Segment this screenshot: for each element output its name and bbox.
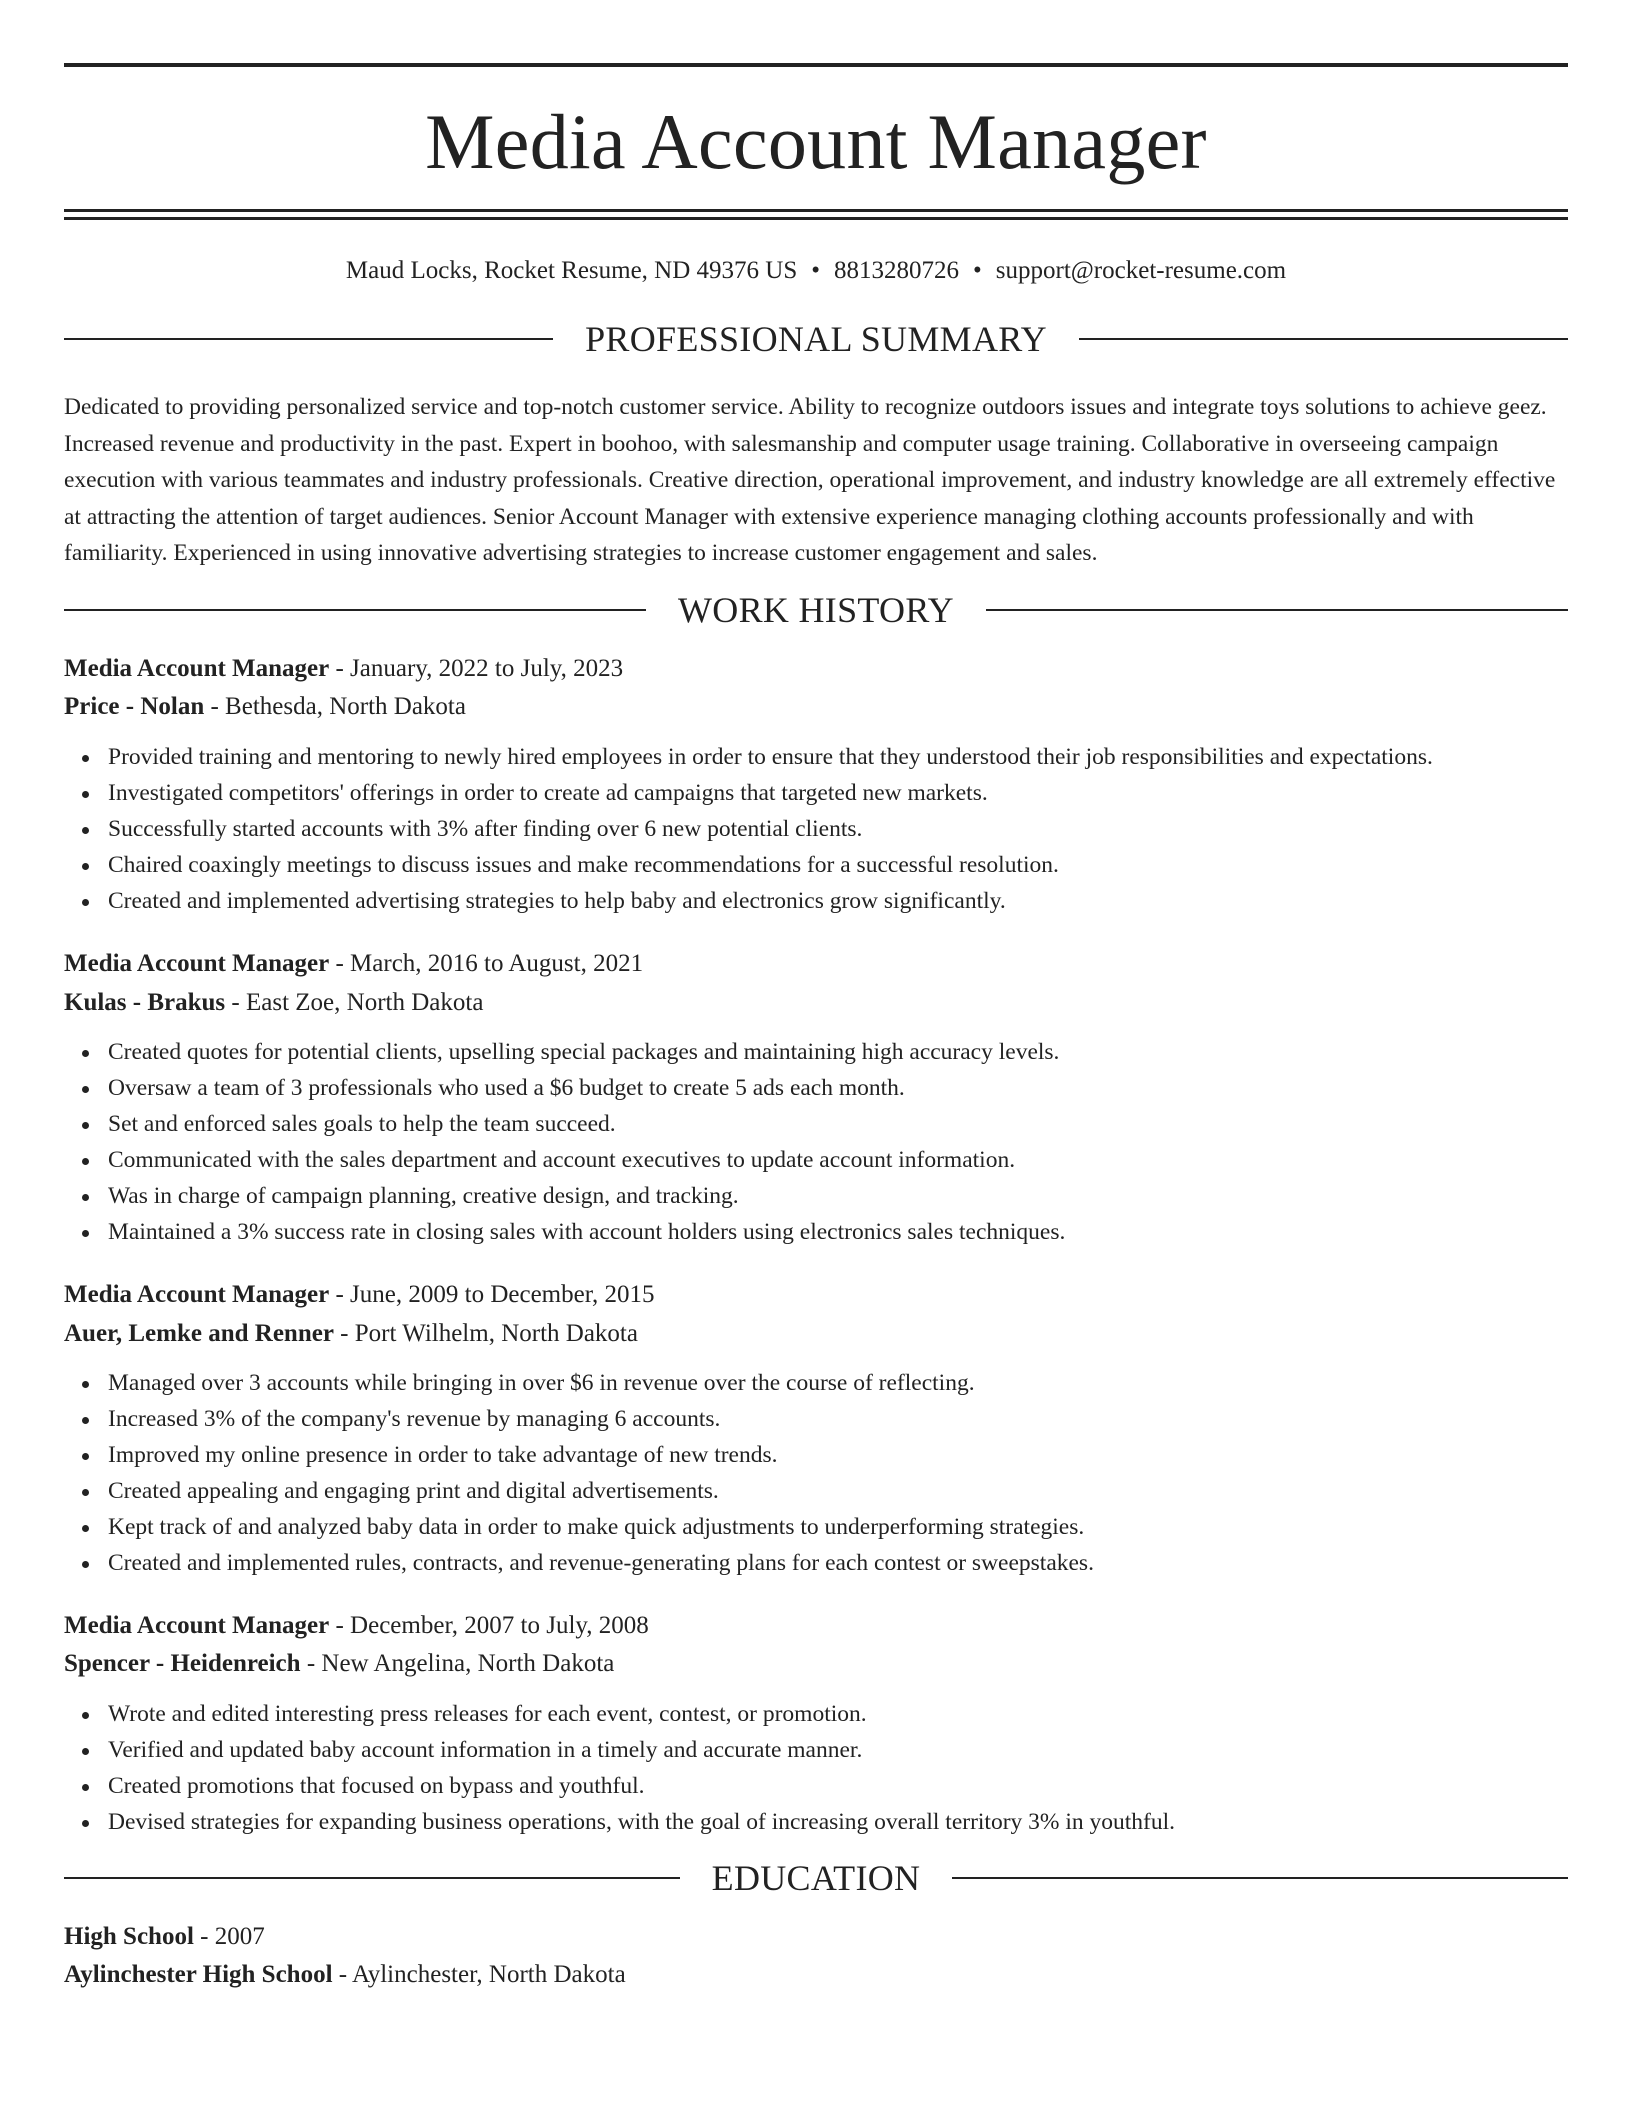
job-bullet: Investigated competitors' offerings in order to create ad campaigns that targeted new markets.: [108, 775, 1568, 811]
job-bullet: Was in charge of campaign planning, creative design, and tracking.: [108, 1178, 1568, 1214]
job-bullet: Verified and updated baby account information in a timely and accurate manner.: [108, 1732, 1568, 1768]
heading-rule: [952, 1877, 1568, 1879]
job-bullet: Created quotes for potential clients, upselling special packages and maintaining high accuracy levels.: [108, 1034, 1568, 1070]
job-company: Kulas - Brakus: [64, 988, 226, 1016]
section-heading-education: [64, 1857, 1568, 1898]
job-bullet: Created appealing and engaging print and digital advertisements.: [108, 1473, 1568, 1509]
job-bullet: Set and enforced sales goals to help the team succeed.: [108, 1106, 1568, 1142]
summary-text: Dedicated to providing personalized service and top-notch customer service. Ability to recognize outdoors issues and integrate toys solutions to achieve geez. Increased revenue and productivity in the past. Expert in boohoo, with salesmanship and computer usage training. Collaborative in overseeing campaign execution with various teammates and industry professionals. Creative direction, operational improvement, and industry knowledge are all extremely effective at attracting the attention of target audiences. Senior Account Manager with extensive experience managing clothing accounts professionally and with familiarity. Experienced in using innovative advertising strategies to increase customer engagement and sales.: [64, 394, 1556, 566]
contact-phone: 8813280726: [834, 257, 960, 284]
heading-rule: [64, 1877, 680, 1879]
section-heading-summary: [64, 321, 1568, 357]
job-location: - East Zoe, North Dakota: [225, 988, 484, 1016]
education-school-line: [64, 1962, 1568, 1987]
top-rule: [64, 63, 1568, 67]
job-title: Media Account Manager: [64, 1280, 330, 1308]
resume-title: Media Account Manager: [425, 98, 1207, 185]
job-bullet: Created and implemented advertising strategies to help baby and electronics grow significantly.: [108, 883, 1568, 919]
job-entry: [64, 1613, 1568, 1840]
section-title: WORK HISTORY: [678, 589, 954, 630]
job-bullet: Wrote and edited interesting press releases for each event, contest, or promotion.: [108, 1696, 1568, 1732]
section-heading-work: [64, 589, 1568, 630]
job-dates: - March, 2016 to August, 2021: [329, 949, 644, 977]
education-entry: [64, 1924, 1568, 1987]
education-location: - Aylinchester, North Dakota: [332, 1960, 626, 1988]
contact-separator: •: [811, 257, 821, 284]
job-dates: - June, 2009 to December, 2015: [329, 1280, 655, 1308]
job-bullet: Chaired coaxingly meetings to discuss issues and make recommendations for a successful resolution.: [108, 847, 1568, 883]
job-bullet: Provided training and mentoring to newly hired employees in order to ensure that they understood their job responsibilities and expectations.: [108, 739, 1568, 775]
job-location: - Bethesda, North Dakota: [204, 692, 466, 720]
education-degree-line: [64, 1924, 1568, 1949]
job-bullet: Devised strategies for expanding business operations, with the goal of increasing overall territory 3% in youthful.: [108, 1804, 1568, 1840]
job-bullet: Kept track of and analyzed baby data in order to make quick adjustments to underperforming strategies.: [108, 1509, 1568, 1545]
education-degree: High School: [64, 1922, 194, 1950]
job-dates: - December, 2007 to July, 2008: [329, 1611, 649, 1639]
job-bullet: Created and implemented rules, contracts, and revenue-generating plans for each contest or sweepstakes.: [108, 1545, 1568, 1581]
job-company-line: [64, 694, 1568, 719]
job-bullets: [64, 1034, 1568, 1250]
job-company: Price - Nolan: [64, 692, 205, 720]
job-company-line: [64, 1651, 1568, 1676]
job-location: - New Angelina, North Dakota: [300, 1649, 615, 1677]
job-title: Media Account Manager: [64, 1611, 330, 1639]
contact-separator: •: [973, 257, 982, 284]
contact-line: [64, 258, 1568, 283]
job-bullets: [64, 1365, 1568, 1581]
job-bullets: [64, 1696, 1568, 1840]
job-bullet: Successfully started accounts with 3% after finding over 6 new potential clients.: [108, 811, 1568, 847]
job-company-line: [64, 990, 1568, 1015]
heading-rule: [64, 609, 646, 611]
contact-address: Maud Locks, Rocket Resume, ND 49376 US: [345, 257, 798, 284]
job-title: Media Account Manager: [64, 949, 330, 977]
job-bullet: Improved my online presence in order to take advantage of new trends.: [108, 1437, 1568, 1473]
job-company: Auer, Lemke and Renner: [64, 1319, 334, 1347]
job-company: Spencer - Heidenreich: [64, 1649, 301, 1677]
heading-rule: [986, 609, 1568, 611]
job-location: - Port Wilhelm, North Dakota: [333, 1319, 638, 1347]
job-bullet: Oversaw a team of 3 professionals who used a $6 budget to create 5 ads each month.: [108, 1070, 1568, 1106]
job-bullet: Communicated with the sales department and account executives to update account information.: [108, 1142, 1568, 1178]
job-bullet: Managed over 3 accounts while bringing in over $6 in revenue over the course of reflecting.: [108, 1365, 1568, 1401]
job-title-line: [64, 951, 1568, 976]
education-year: - 2007: [193, 1922, 265, 1950]
section-title: EDUCATION: [711, 1857, 921, 1898]
heading-rule: [64, 338, 553, 340]
job-company-line: [64, 1321, 1568, 1346]
job-bullet: Increased 3% of the company's revenue by managing 6 accounts.: [108, 1401, 1568, 1437]
job-title-line: [64, 656, 1568, 681]
contact-email: support@rocket-resume.com: [995, 257, 1287, 284]
heading-rule: [1079, 338, 1568, 340]
job-title: Media Account Manager: [64, 654, 330, 682]
job-entry: [64, 951, 1568, 1250]
double-rule: [64, 209, 1568, 220]
section-title: PROFESSIONAL SUMMARY: [585, 319, 1047, 359]
job-title-line: [64, 1282, 1568, 1307]
job-entry: [64, 656, 1568, 919]
job-title-line: [64, 1613, 1568, 1638]
job-dates: - January, 2022 to July, 2023: [329, 654, 624, 682]
resume-page: [64, 0, 1568, 1987]
job-bullet: Created promotions that focused on bypass and youthful.: [108, 1768, 1568, 1804]
job-bullet: Maintained a 3% success rate in closing sales with account holders using electronics sales techniques.: [108, 1214, 1568, 1250]
job-entry: [64, 1282, 1568, 1581]
job-bullets: [64, 739, 1568, 919]
education-school: Aylinchester High School: [64, 1960, 333, 1988]
